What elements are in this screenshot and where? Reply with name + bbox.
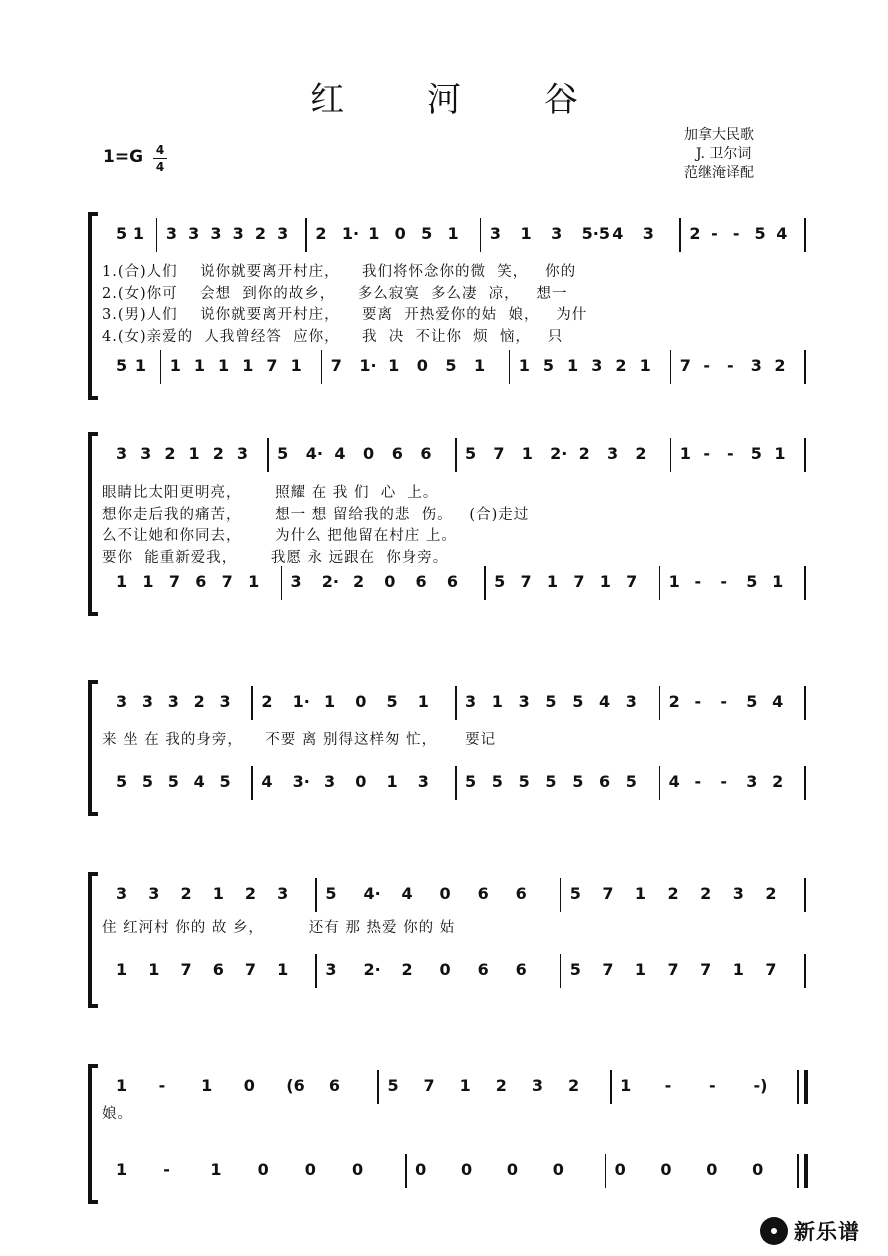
lower-staff-note: 1	[116, 572, 128, 591]
upper-staff-note: 0	[439, 884, 451, 903]
upper-staff-note: 4	[612, 224, 624, 243]
upper-staff-note: 4	[776, 224, 788, 243]
lower-staff-note: 1	[142, 572, 154, 591]
lower-staff-note: 2	[353, 572, 365, 591]
lower-staff-note: 7	[602, 960, 614, 979]
lower-staff-note: 6	[212, 960, 224, 979]
upper-staff-note: (6	[286, 1076, 305, 1095]
barline	[679, 218, 681, 252]
upper-staff-note: 3	[165, 224, 177, 243]
upper-staff-note: 3	[236, 444, 249, 463]
lower-staff-note: 1	[639, 356, 651, 375]
lower-staff-note: 1	[169, 356, 181, 375]
lyric-line: 4.(女)亲爱的 人我曾经答 应你， 我 决 不让你 烦 恼， 只	[102, 328, 564, 345]
lower-staff-note: -	[163, 1160, 170, 1179]
lower-staff-note: 3·	[292, 772, 310, 791]
lower-staff-note: 3	[323, 772, 336, 791]
lower-staff-note: 0	[257, 1160, 269, 1179]
upper-staff-note: 3	[210, 224, 222, 243]
lower-staff-note: 0	[706, 1160, 718, 1179]
upper-staff	[0, 436, 888, 476]
upper-staff-note: 3	[116, 444, 128, 463]
barline	[509, 350, 511, 384]
lyric-line: 要你 能重新爱我， 我愿 永 远跟在 你身旁。	[102, 549, 449, 566]
upper-staff-note: 1	[323, 692, 336, 711]
music-disc-icon	[760, 1217, 788, 1245]
upper-staff-note: 2	[668, 692, 680, 711]
lower-staff-note: -	[720, 772, 727, 791]
lower-staff-note: 3	[417, 772, 429, 791]
lower-staff-note: 2	[401, 960, 413, 979]
upper-staff-note: 7	[602, 884, 614, 903]
upper-staff-note: 2	[635, 444, 647, 463]
upper-staff-note: 0	[243, 1076, 255, 1095]
lower-staff-note: 3	[290, 572, 302, 591]
barline	[804, 686, 806, 720]
lower-staff-note: 7	[168, 572, 180, 591]
barline	[797, 1070, 799, 1104]
upper-staff-note: -	[664, 1076, 672, 1095]
barline	[610, 1070, 612, 1104]
upper-staff-note: 4	[772, 692, 784, 711]
upper-staff-note: 1	[620, 1076, 632, 1095]
lyric-line: 么不让她和你同去， 为什么 把他留在村庄 上。	[102, 528, 457, 544]
barline	[670, 438, 672, 472]
upper-staff-note: 2	[315, 224, 327, 243]
lower-staff-note: 5	[572, 772, 584, 791]
upper-staff	[0, 876, 888, 916]
barline	[251, 766, 253, 800]
lower-staff-note: 3	[746, 772, 758, 791]
upper-staff-note: 5	[325, 884, 337, 903]
lower-staff-note: 5	[491, 772, 503, 791]
upper-staff	[0, 1068, 888, 1108]
lower-staff-note: -	[727, 356, 734, 375]
lower-staff-note: 5	[625, 772, 637, 791]
lower-staff-note: 1	[668, 572, 680, 591]
upper-staff-note: 3	[625, 692, 637, 711]
barline	[560, 878, 562, 912]
upper-staff-note: 3	[551, 224, 563, 243]
upper-staff-note: 6	[391, 444, 403, 463]
barline	[804, 438, 806, 472]
upper-staff-note: 1	[188, 444, 200, 463]
lower-staff-note: 5	[545, 772, 557, 791]
lower-staff-note: 7	[244, 960, 257, 979]
upper-staff-note: 1	[520, 224, 532, 243]
upper-staff-note: 3	[188, 224, 200, 243]
lower-staff-note: 5	[465, 772, 477, 791]
upper-staff-note: 7	[423, 1076, 435, 1095]
lower-staff	[0, 1152, 888, 1192]
upper-staff-note: 6	[515, 884, 527, 903]
upper-staff-note: 1	[491, 692, 503, 711]
lower-staff-note: 6	[415, 572, 427, 591]
upper-staff-note: -	[703, 444, 711, 463]
time-signature-bottom: 4	[155, 160, 165, 174]
song-title: 红 河 谷	[310, 80, 614, 120]
upper-staff-note: 2	[495, 1076, 507, 1095]
upper-staff-note: 2·	[550, 444, 568, 463]
lower-staff-note: 5	[167, 772, 179, 791]
lower-staff-note: 0	[304, 1160, 316, 1179]
lower-staff-note: 0	[660, 1160, 672, 1179]
upper-staff-note: 1	[521, 444, 533, 463]
lower-staff-note: 3	[325, 960, 337, 979]
lower-staff-note: 2	[615, 356, 627, 375]
upper-staff-note: 0	[355, 692, 367, 711]
key-signature: 1=G	[103, 147, 144, 167]
lyric-line: 2.(女)你可 会想 到你的故乡， 多么寂寞 多么凄 凉， 想一	[102, 285, 568, 302]
lower-staff-note: 5	[494, 572, 506, 591]
upper-staff	[0, 216, 888, 256]
lower-staff-note: 1	[210, 1160, 222, 1179]
lower-staff-note: 1	[474, 356, 486, 375]
upper-staff-note: 3	[606, 444, 619, 463]
barline	[804, 218, 806, 252]
upper-staff-note: 2	[700, 884, 712, 903]
lower-staff-note: 1	[386, 772, 398, 791]
lower-staff-note: 1	[242, 356, 254, 375]
lower-staff-note: 5	[542, 356, 554, 375]
lower-staff-note: 1	[388, 356, 400, 375]
upper-staff-note: 3	[232, 224, 244, 243]
lower-staff-note: 7	[520, 572, 532, 591]
lower-staff-note: 1	[116, 1160, 128, 1179]
lower-staff-note: 1	[290, 356, 302, 375]
upper-staff-note: 2	[164, 444, 176, 463]
credit-lyricist: J. 卫尔词	[696, 146, 752, 162]
lyric-line: 来 坐 在 我的身旁， 不要 离 别得这样匆 忙， 要记	[102, 732, 497, 748]
upper-staff-note: 1	[447, 224, 459, 243]
barline	[405, 1154, 407, 1188]
upper-staff-note: -	[158, 1076, 166, 1095]
lower-staff-note: 6	[515, 960, 527, 979]
lower-staff-note: 6	[598, 772, 611, 791]
lower-staff-note: 6	[477, 960, 489, 979]
lower-staff-note: 7	[573, 572, 585, 591]
credits	[684, 126, 754, 183]
lower-staff-note: -	[703, 356, 711, 375]
lower-staff-note: 1	[732, 960, 744, 979]
upper-staff-note: 4·	[305, 444, 323, 463]
upper-staff-note: 2	[689, 224, 701, 243]
barline	[315, 954, 317, 988]
upper-staff-note: 1	[459, 1076, 471, 1095]
upper-staff-note: 0	[394, 224, 406, 243]
upper-staff-note: 1·	[341, 224, 360, 243]
lower-staff-note: 5	[116, 356, 128, 375]
lower-staff-note: 7	[765, 960, 777, 979]
upper-staff-note: 3	[148, 884, 160, 903]
upper-staff-note: 6	[420, 444, 432, 463]
lyric-line: 眼睛比太阳更明亮， 照耀 在 我 们 心 上。	[102, 485, 439, 501]
upper-staff-note: 5	[465, 444, 477, 463]
lower-staff-note: 1	[134, 356, 146, 375]
barline	[455, 766, 457, 800]
upper-staff-note: -	[694, 692, 702, 711]
barline	[305, 218, 307, 252]
lower-staff-note: 7	[330, 356, 342, 375]
lower-staff	[0, 952, 888, 992]
lower-staff-note: 1	[599, 572, 611, 591]
lower-staff-note: 5	[518, 772, 530, 791]
lower-staff-note: 7	[700, 960, 712, 979]
upper-staff-note: 7	[493, 444, 505, 463]
lower-staff-note: 5	[445, 356, 457, 375]
upper-staff-note: 5	[386, 692, 398, 711]
barline	[321, 350, 323, 384]
upper-staff-note: 1	[368, 224, 380, 243]
upper-staff-note: 2	[212, 444, 224, 463]
barline	[605, 1154, 607, 1188]
barline	[480, 218, 482, 252]
site-logo	[760, 1216, 860, 1246]
upper-staff-note: 5·5	[581, 224, 610, 243]
barline	[156, 218, 158, 252]
lower-staff-note: 0	[355, 772, 367, 791]
lower-staff-note: 6	[195, 572, 207, 591]
lower-staff-note: 1	[148, 960, 160, 979]
upper-staff-note: 1	[679, 444, 691, 463]
upper-staff-note: 5	[387, 1076, 399, 1095]
upper-staff-note: 2	[244, 884, 257, 903]
lower-staff-note: 3	[591, 356, 603, 375]
barline	[560, 954, 562, 988]
lower-staff-note: 7	[266, 356, 278, 375]
barline	[804, 566, 806, 600]
upper-staff-note: 2	[193, 692, 205, 711]
lower-staff-note: 0	[351, 1160, 364, 1179]
lower-staff-note: 6	[446, 572, 458, 591]
barline	[281, 566, 283, 600]
upper-staff-note: -	[709, 1076, 716, 1095]
upper-staff-note: 2	[180, 884, 192, 903]
lower-staff-note: 1	[546, 572, 559, 591]
lower-staff-note: 0	[384, 572, 396, 591]
upper-staff-note: 1	[212, 884, 224, 903]
upper-staff-note: -	[720, 692, 727, 711]
lower-staff-note: 0	[439, 960, 451, 979]
lyric-line: 3.(男)人们 说你就要离开村庄， 要离 开热爱你的姑 娘， 为什	[102, 307, 588, 323]
time-signature-top: 4	[155, 143, 165, 157]
logo-text: 新乐谱	[794, 1220, 860, 1244]
lower-staff-note: 1	[116, 960, 128, 979]
lower-staff-note: 4	[668, 772, 680, 791]
lower-staff-note: 7	[626, 572, 638, 591]
lower-staff-note: 2	[774, 356, 786, 375]
upper-staff-note: 5	[545, 692, 557, 711]
upper-staff-note: -)	[753, 1076, 768, 1095]
upper-staff-note: 3	[642, 224, 654, 243]
lower-staff-note: 1	[518, 356, 530, 375]
upper-staff-note: 3	[116, 692, 128, 711]
lower-staff-note: 7	[180, 960, 192, 979]
lower-staff-note: 7	[221, 572, 233, 591]
upper-staff-note: 1	[201, 1076, 213, 1095]
upper-staff-note: 1	[634, 884, 647, 903]
barline	[804, 766, 806, 800]
upper-staff-note: 6	[328, 1076, 340, 1095]
upper-staff-note: 1	[774, 444, 786, 463]
lyric-line: 娘。	[102, 1106, 133, 1122]
lower-staff-note: 7	[679, 356, 691, 375]
upper-staff-note: 5	[421, 224, 433, 243]
upper-staff-note: 1	[132, 224, 145, 243]
upper-staff-note: 2	[765, 884, 777, 903]
upper-staff-note: 5	[572, 692, 584, 711]
barline	[804, 878, 806, 912]
upper-staff-note: 3	[219, 692, 231, 711]
barline	[455, 686, 457, 720]
upper-staff-note: 2	[261, 692, 273, 711]
credit-translator: 范继淹译配	[684, 165, 754, 181]
upper-staff-note: 5	[754, 224, 766, 243]
lower-staff-note: 1	[248, 572, 260, 591]
lower-staff-note: 1	[634, 960, 647, 979]
upper-staff-note: 5	[746, 692, 758, 711]
lower-staff-note: 1	[277, 960, 289, 979]
upper-staff-note: 2	[568, 1076, 580, 1095]
upper-staff-note: 2	[578, 444, 590, 463]
upper-staff-note: 5	[277, 444, 289, 463]
upper-staff-note: 3	[140, 444, 152, 463]
lower-staff	[0, 764, 888, 804]
lower-staff-note: 1	[772, 572, 784, 591]
final-barline	[804, 1070, 808, 1104]
upper-staff-note: 4·	[363, 884, 381, 903]
lower-staff-note: 1	[218, 356, 230, 375]
barline	[804, 954, 806, 988]
upper-staff-note: 3	[277, 224, 289, 243]
credit-origin: 加拿大民歌	[684, 127, 754, 143]
upper-staff-note: 3	[732, 884, 744, 903]
lower-staff-note: 0	[506, 1160, 518, 1179]
upper-staff-note: 5	[750, 444, 762, 463]
upper-staff-note: 4	[334, 444, 346, 463]
barline	[267, 438, 269, 472]
lower-staff-note: 5	[141, 772, 154, 791]
upper-staff-note: 5	[116, 224, 128, 243]
upper-staff-note: -	[727, 444, 734, 463]
lower-staff-note: -	[694, 772, 702, 791]
upper-staff-note: 3	[141, 692, 154, 711]
lower-staff-note: 0	[614, 1160, 626, 1179]
barline	[377, 1070, 379, 1104]
lower-staff	[0, 564, 888, 604]
lower-staff-note: 1·	[359, 356, 377, 375]
barline	[659, 766, 661, 800]
upper-staff-note: 6	[477, 884, 489, 903]
lower-staff-note: 7	[667, 960, 679, 979]
upper-staff-note: 3	[489, 224, 502, 243]
lower-staff-note: 5	[219, 772, 231, 791]
upper-staff-note: 0	[363, 444, 375, 463]
lower-staff-note: -	[720, 572, 727, 591]
upper-staff-note: 2	[254, 224, 267, 243]
barline	[484, 566, 486, 600]
upper-staff-note: 5	[569, 884, 581, 903]
lower-staff-note: 2	[772, 772, 784, 791]
lyric-line: 想你走后我的痛苦， 想一 想 留给我的悲 伤。 (合)走过	[102, 506, 530, 523]
upper-staff	[0, 684, 888, 724]
upper-staff-note: 4	[598, 692, 611, 711]
upper-staff-note: 3	[465, 692, 477, 711]
upper-staff-note: 1	[417, 692, 429, 711]
barline	[315, 878, 317, 912]
upper-staff-note: 1·	[292, 692, 310, 711]
lower-staff-note: 5	[746, 572, 758, 591]
barline	[797, 1154, 799, 1188]
barline	[251, 686, 253, 720]
barline	[659, 566, 661, 600]
barline	[659, 686, 661, 720]
upper-staff-note: 4	[401, 884, 413, 903]
lower-staff-note: 4	[193, 772, 205, 791]
upper-staff-note: 1	[116, 1076, 128, 1095]
lower-staff-note: 2·	[321, 572, 339, 591]
final-barline	[804, 1154, 808, 1188]
lower-staff-note: -	[694, 572, 702, 591]
barline	[670, 350, 672, 384]
lower-staff-note: 5	[569, 960, 581, 979]
barline	[160, 350, 162, 384]
lower-staff	[0, 348, 888, 388]
lower-staff-note: 1	[567, 356, 579, 375]
upper-staff-note: 3	[518, 692, 530, 711]
upper-staff-note: 3	[531, 1076, 544, 1095]
upper-staff-note: 3	[277, 884, 289, 903]
time-signature	[150, 143, 170, 174]
lower-staff-note: 0	[461, 1160, 473, 1179]
lower-staff-note: 0	[415, 1160, 427, 1179]
lower-staff-note: 0	[752, 1160, 764, 1179]
upper-staff-note: 3	[167, 692, 179, 711]
upper-staff-note: -	[732, 224, 740, 243]
upper-staff-note: 2	[667, 884, 679, 903]
lower-staff-note: 5	[116, 772, 128, 791]
lower-staff-note: 1	[193, 356, 205, 375]
lyric-line: 住 红河村 你的 故 乡， 还有 那 热爱 你的 姑	[102, 920, 456, 936]
lower-staff-note: 4	[261, 772, 273, 791]
lower-staff-note: 2·	[363, 960, 381, 979]
upper-staff-note: -	[711, 224, 718, 243]
lower-staff-note: 3	[750, 356, 762, 375]
lyric-line: 1.(合)人们 说你就要离开村庄， 我们将怀念你的微 笑， 你的	[102, 264, 577, 280]
lower-staff-note: 0	[552, 1160, 564, 1179]
lower-staff-note: 0	[416, 356, 428, 375]
barline	[804, 350, 806, 384]
upper-staff-note: 3	[116, 884, 128, 903]
barline	[455, 438, 457, 472]
